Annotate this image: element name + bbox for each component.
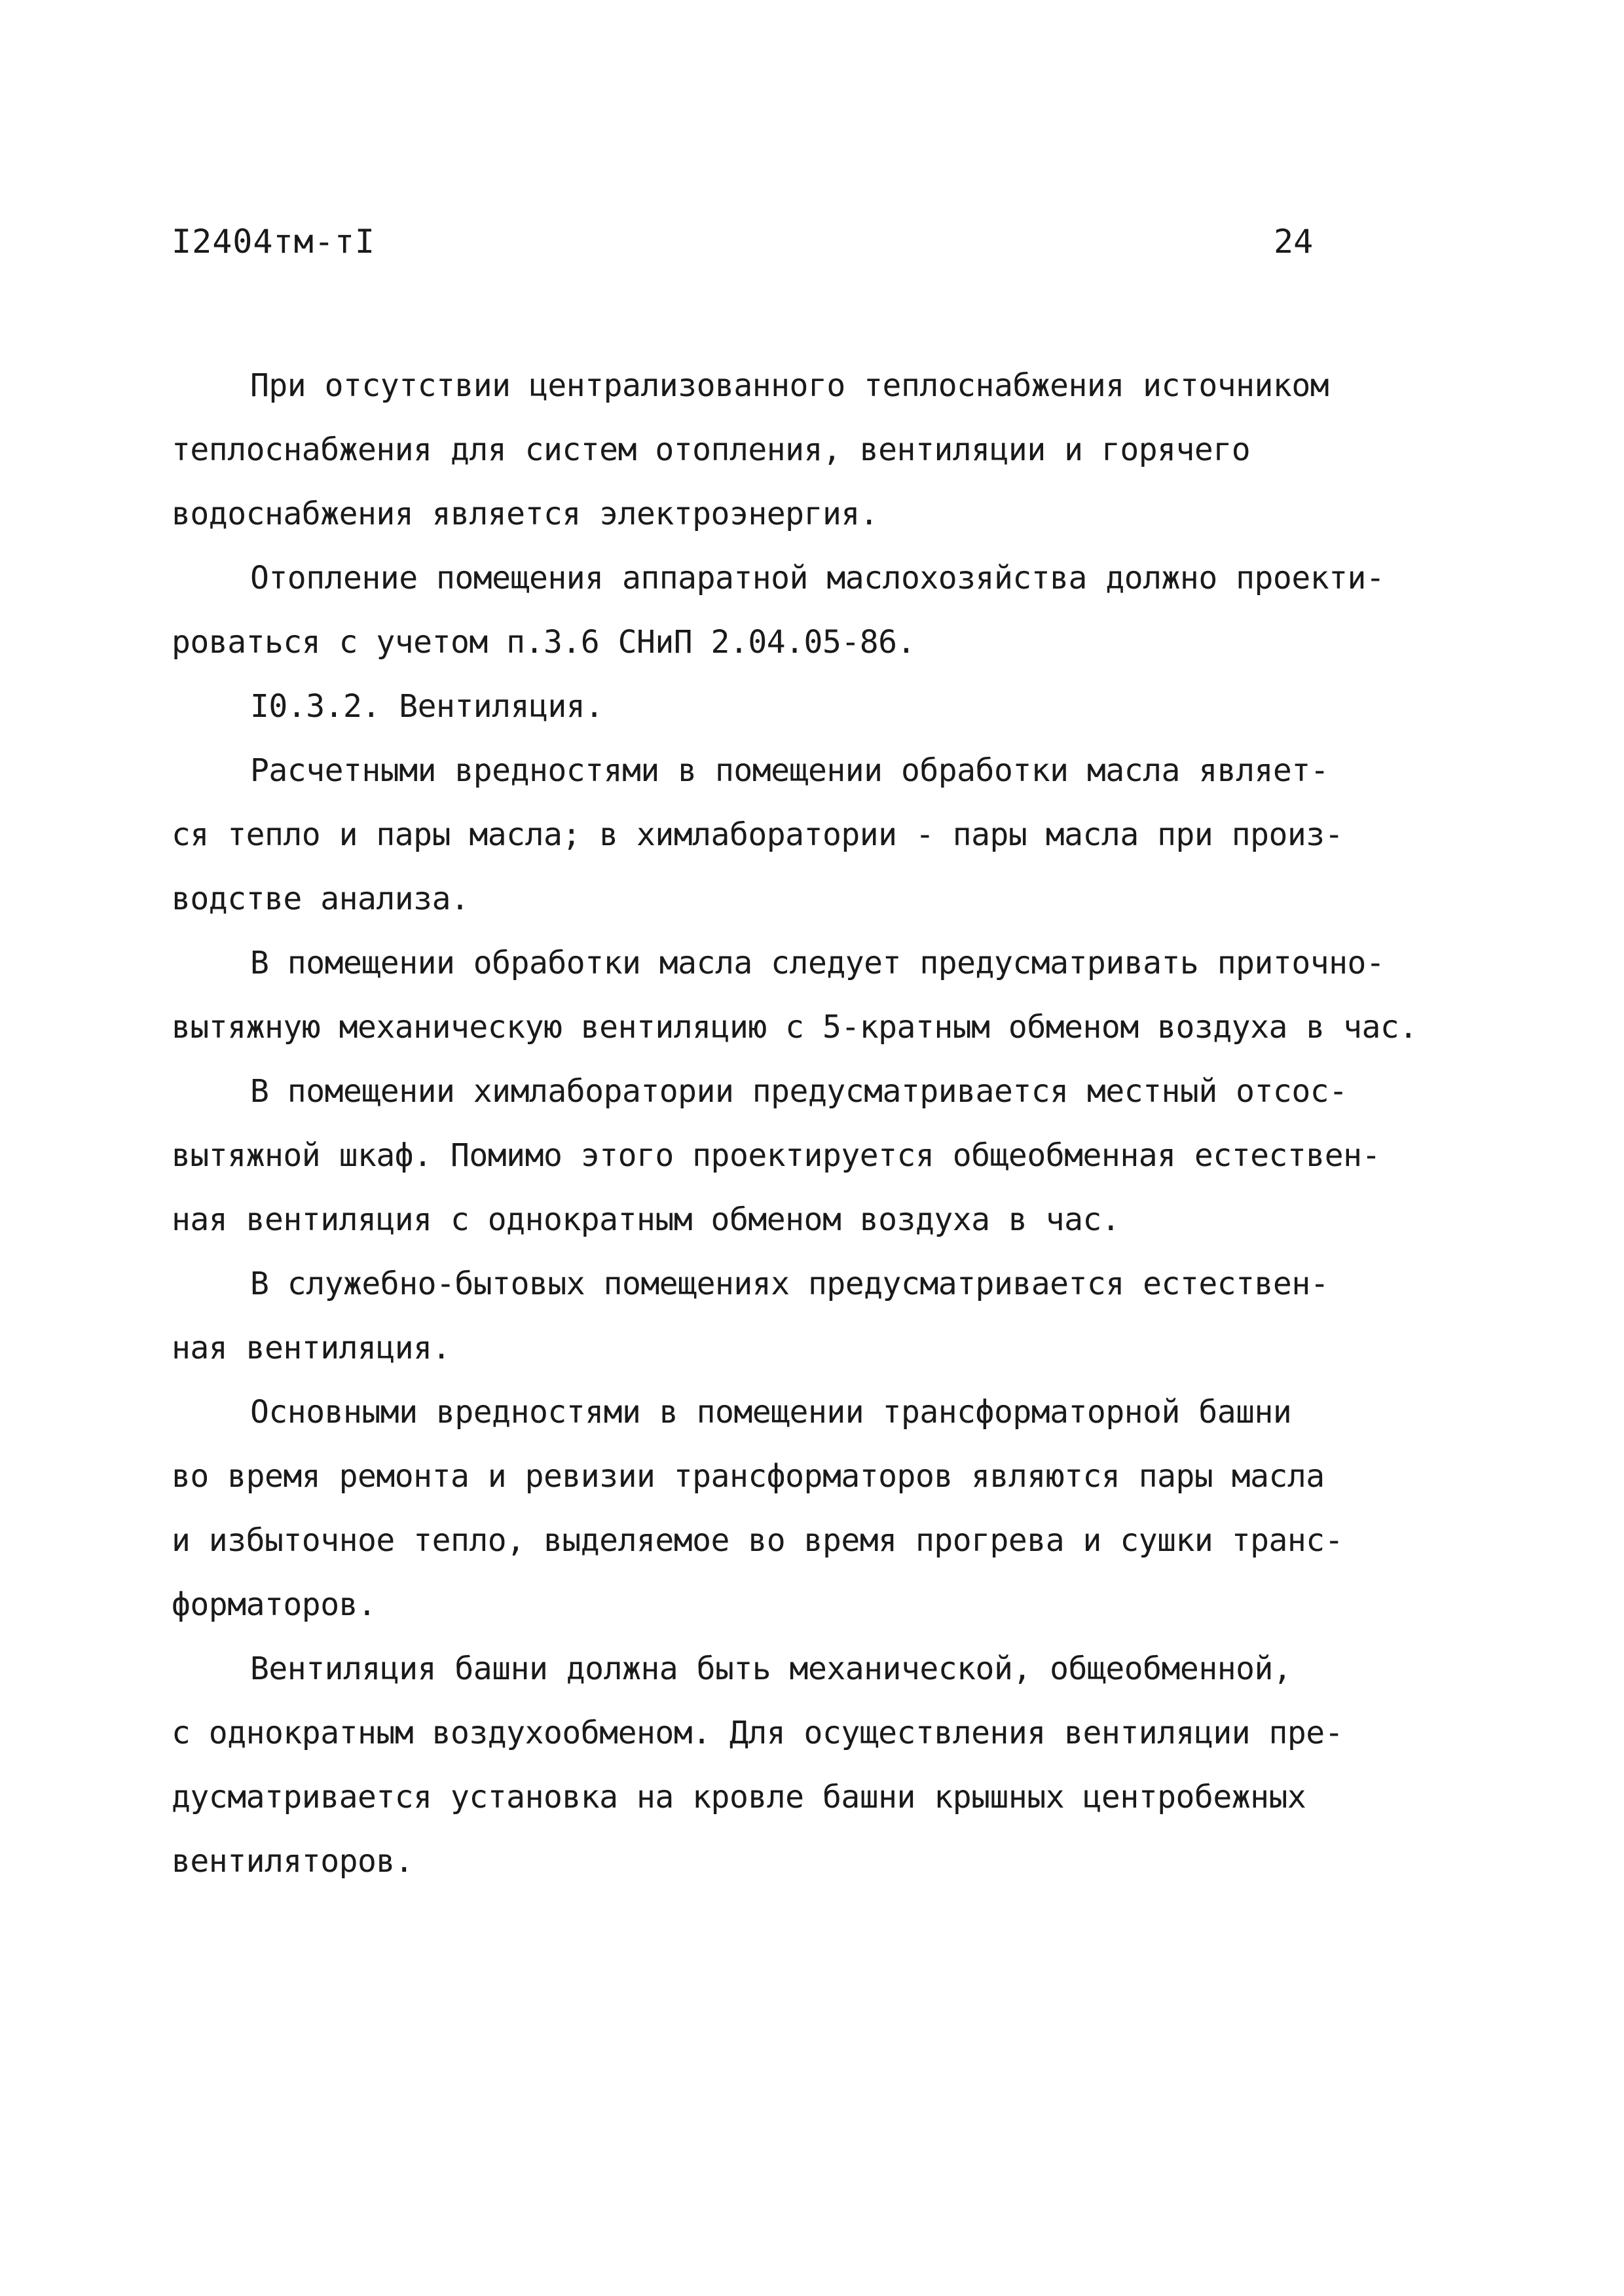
text-line: ная вентиляция с однократным обменом воздуха в час. [172,1201,1120,1238]
text-line: дусматривается установка на кровле башни крышных центробежных [172,1779,1306,1815]
body-text [172,354,1481,1893]
page-number: 24 [1274,223,1314,261]
text-line: Основными вредностями в помещении трансформаторной башни [250,1394,1292,1430]
text-line: Вентиляция башни должна быть механической, общеобменной, [250,1650,1292,1687]
text-line: с однократным воздухообменом. Для осуществления вентиляции пре- [172,1715,1344,1751]
text-line: теплоснабжения для систем отопления, вентиляции и горячего [172,431,1251,468]
text-line: Отопление помещения аппаратной маслохозяйства должно проекти- [250,560,1385,596]
text-line: роваться с учетом п.3.6 СНиП 2.04.05-86. [172,624,915,661]
text-line: форматоров. [172,1586,377,1623]
text-line: В помещении химлаборатории предусматривается местный отсос- [250,1073,1348,1110]
text-line: В служебно-бытовых помещениях предусматривается естествен- [250,1266,1329,1302]
text-line: во время ремонта и ревизии трансформаторов являются пары масла [172,1458,1325,1495]
text-line: При отсутствии централизованного теплоснабжения источником [250,367,1329,404]
text-line: вентиляторов. [172,1843,414,1880]
text-line: вытяжную механическую вентиляцию с 5-кратным обменом воздуха в час. [172,1009,1418,1046]
text-line: В помещении обработки масла следует предусматривать приточно- [250,945,1385,981]
text-line: ся тепло и пары масла; в химлаборатории - пары масла при произ- [172,816,1344,853]
text-line: Расчетными вредностями в помещении обработки масла являет- [250,752,1329,789]
text-line: ная вентиляция. [172,1330,451,1366]
text-line: водстве анализа. [172,881,470,917]
text-line: водоснабжения является электроэнергия. [172,496,879,532]
text-line: и избыточное тепло, выделяемое во время прогрева и сушки транс- [172,1522,1344,1559]
text-line: вытяжной шкаф. Помимо этого проектируется общеобменная естествен- [172,1137,1380,1174]
document-code: I2404тм-тI [172,223,376,261]
section-heading: I0.3.2. Вентиляция. [250,688,604,725]
